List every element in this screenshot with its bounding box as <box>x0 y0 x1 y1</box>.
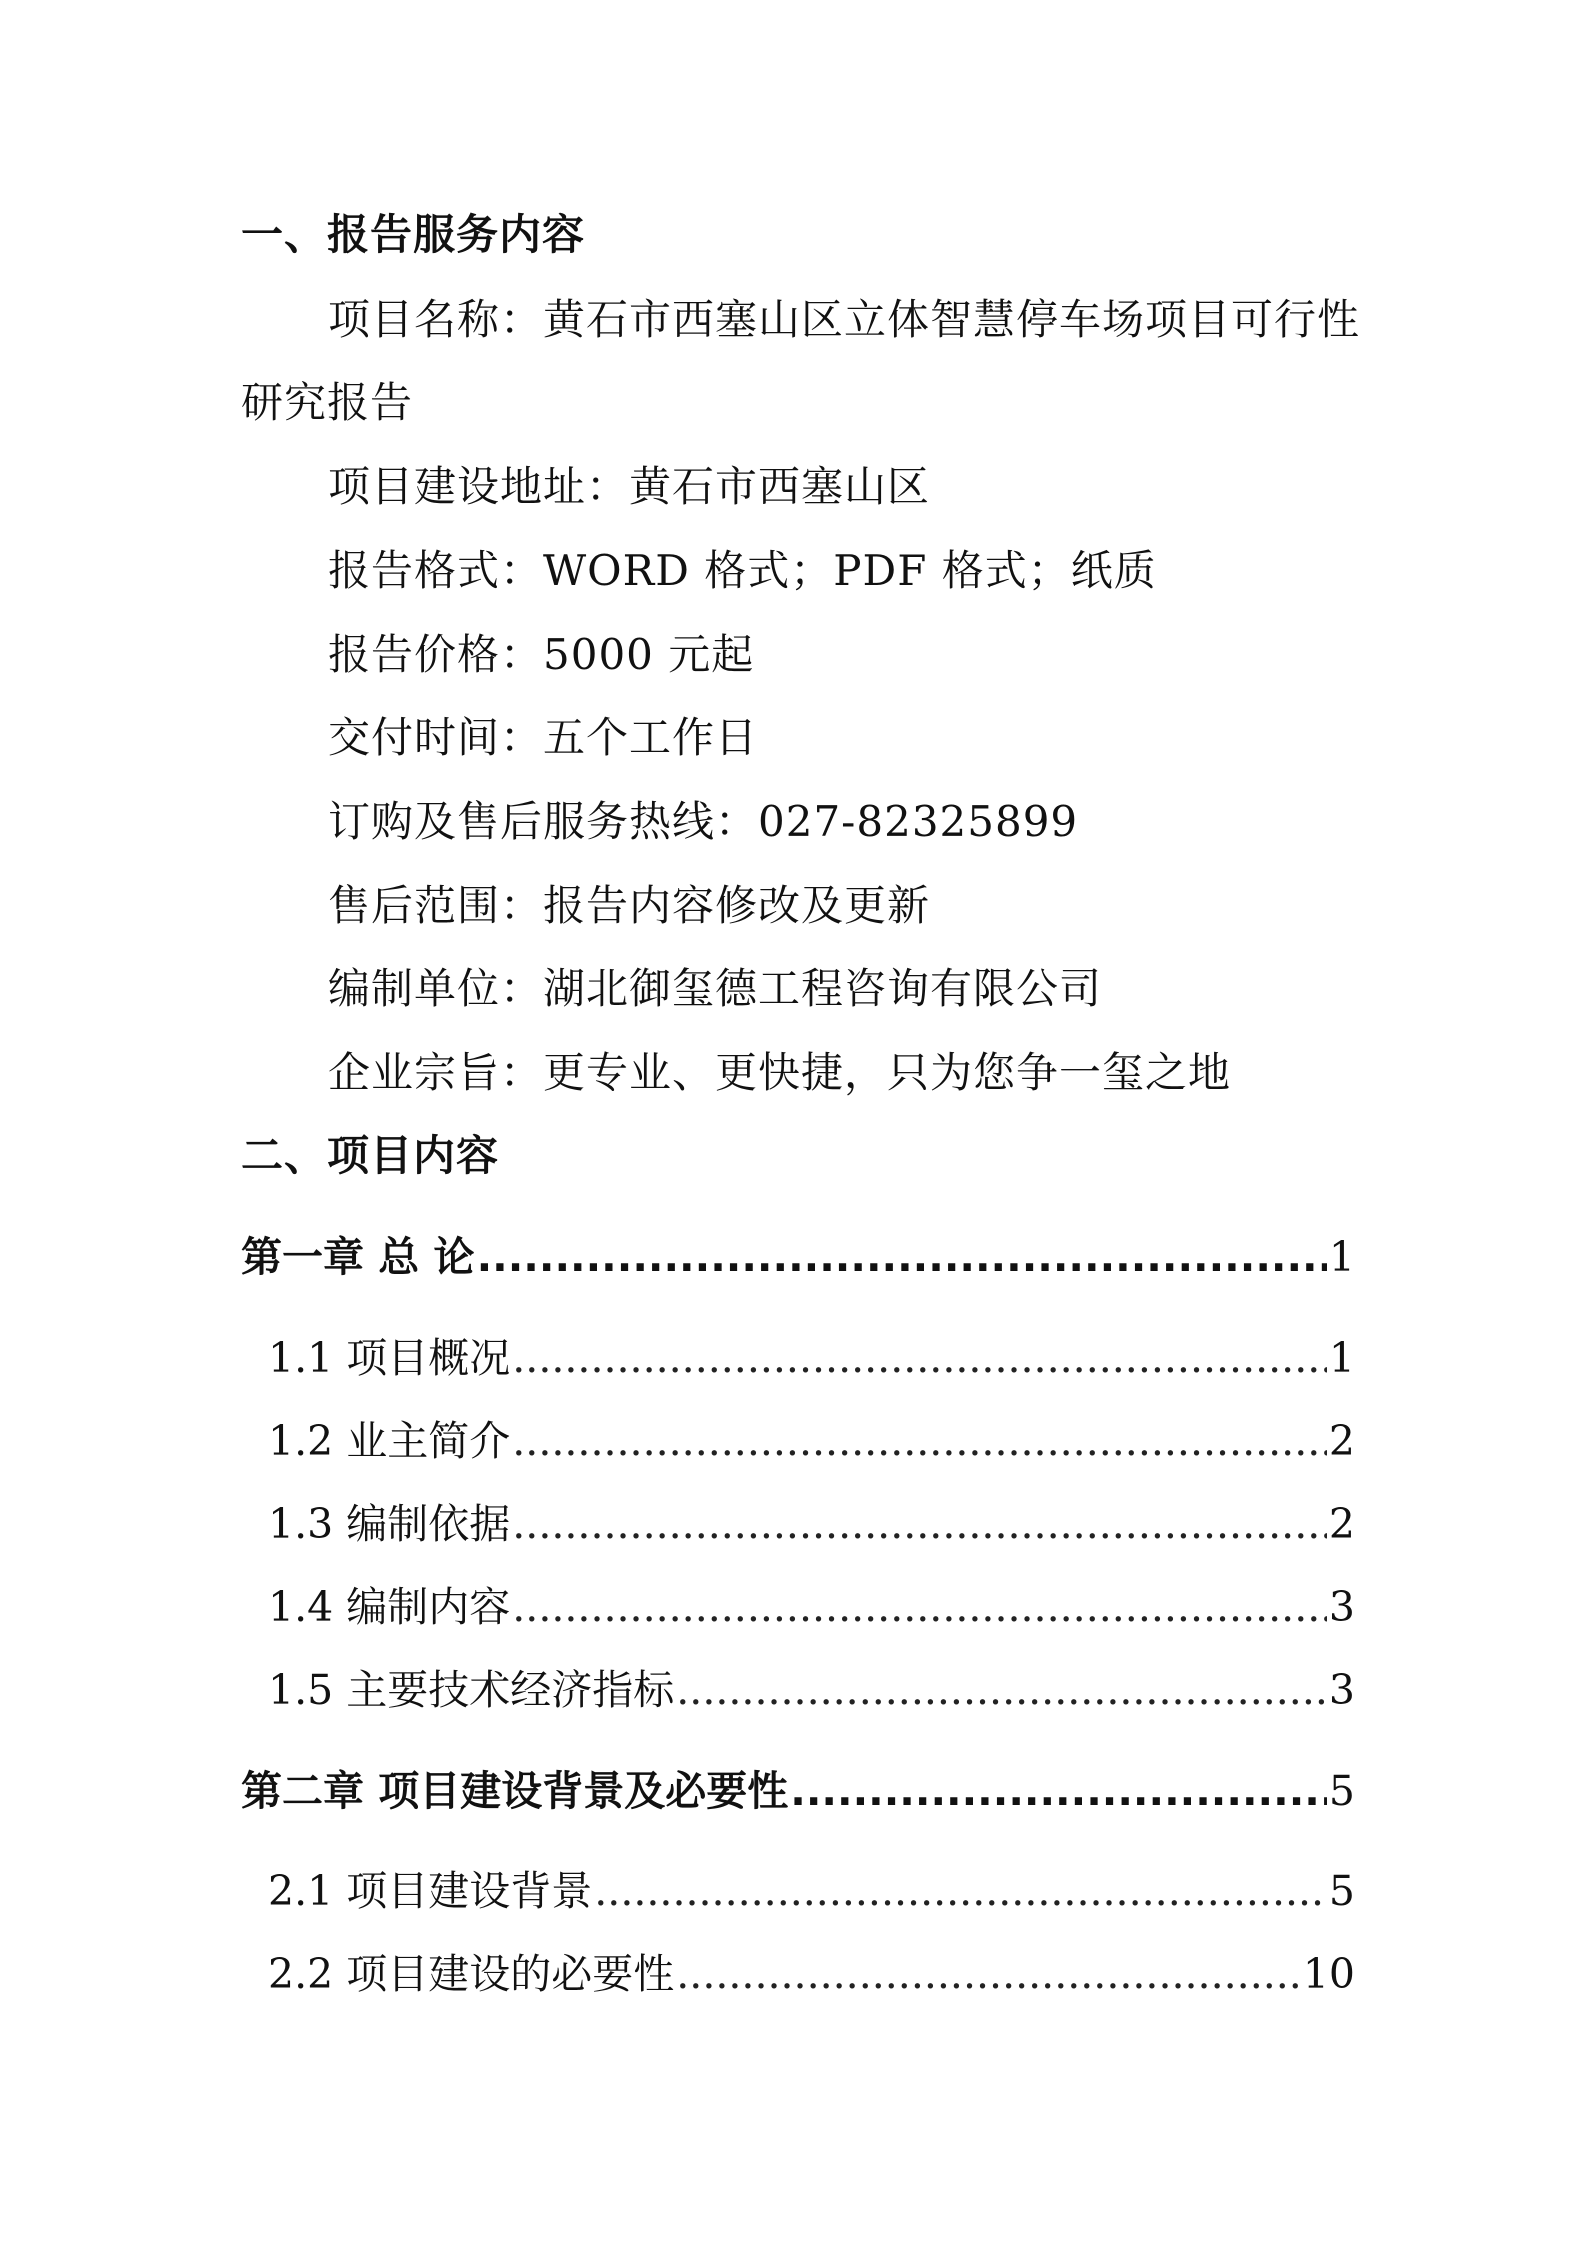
toc-chapter-2[interactable] <box>241 1766 1355 1816</box>
toc-section-1-3[interactable] <box>268 1499 1355 1549</box>
toc-title: 第二章 项目建设背景及必要性 <box>241 1767 789 1815</box>
org-value: 湖北御玺德工程咨询有限公司 <box>543 964 1103 1013</box>
toc-leader-dots <box>512 1582 1327 1632</box>
toc-page-number: 1 <box>1328 1334 1355 1382</box>
toc-title: 第一章 总 论 <box>241 1233 475 1281</box>
toc-page-number: 5 <box>1328 1767 1355 1815</box>
project-name-continuation: 研究报告 <box>241 378 414 427</box>
project-name-label: 项目名称： <box>328 295 544 344</box>
toc-title: 1.5 主要技术经济指标 <box>268 1666 675 1714</box>
delivery-line <box>328 713 758 763</box>
toc-title: 1.1 项目概况 <box>268 1334 511 1382</box>
aftersale-value: 报告内容修改及更新 <box>543 881 931 930</box>
toc-page-number: 3 <box>1328 1666 1355 1714</box>
toc-leader-dots <box>790 1766 1327 1816</box>
section-heading-content: 二、项目内容 <box>241 1131 500 1180</box>
toc-section-2-2[interactable] <box>268 1949 1355 1999</box>
org-line <box>328 964 1102 1014</box>
toc-chapter-1[interactable] <box>241 1232 1355 1282</box>
price-line <box>328 630 754 680</box>
format-line <box>328 546 1157 596</box>
project-name-line <box>328 295 1360 345</box>
toc-page-number: 2 <box>1328 1500 1355 1548</box>
project-name-value: 黄石市西塞山区立体智慧停车场项目可行性 <box>543 295 1361 344</box>
toc-section-1-1[interactable] <box>268 1333 1355 1383</box>
format-value: WORD 格式；PDF 格式；纸质 <box>543 546 1157 595</box>
toc-leader-dots <box>512 1416 1327 1466</box>
section-heading-service: 一、报告服务内容 <box>241 210 586 259</box>
delivery-label: 交付时间： <box>328 713 544 762</box>
org-label: 编制单位： <box>328 964 544 1013</box>
motto-value: 更专业、更快捷，只为您争一玺之地 <box>543 1048 1232 1097</box>
toc-page-number: 3 <box>1328 1583 1355 1631</box>
format-label: 报告格式： <box>328 546 544 595</box>
toc-page-number: 2 <box>1328 1417 1355 1465</box>
delivery-value: 五个工作日 <box>543 713 759 762</box>
toc-title: 2.2 项目建设的必要性 <box>268 1950 675 1998</box>
toc-leader-dots <box>676 1949 1301 1999</box>
motto-label: 企业宗旨： <box>328 1048 544 1097</box>
hotline-line <box>328 797 1078 847</box>
hotline-label: 订购及售后服务热线： <box>328 797 759 846</box>
toc-title: 1.4 编制内容 <box>268 1583 511 1631</box>
price-value: 5000 元起 <box>543 630 755 679</box>
motto-line <box>328 1048 1231 1098</box>
aftersale-line <box>328 881 930 931</box>
toc-title: 2.1 项目建设背景 <box>268 1867 593 1915</box>
toc-section-1-4[interactable] <box>268 1582 1355 1632</box>
toc-section-1-5[interactable] <box>268 1665 1355 1715</box>
toc-leader-dots <box>477 1232 1327 1282</box>
toc-section-2-1[interactable] <box>268 1866 1355 1916</box>
hotline-value: 027-82325899 <box>758 797 1079 846</box>
toc-leader-dots <box>512 1499 1327 1549</box>
toc-page-number: 1 <box>1328 1233 1355 1281</box>
address-line <box>328 462 930 512</box>
toc-leader-dots <box>512 1333 1327 1383</box>
address-value: 黄石市西塞山区 <box>629 462 931 511</box>
aftersale-label: 售后范围： <box>328 881 544 930</box>
address-label: 项目建设地址： <box>328 462 630 511</box>
toc-page-number: 10 <box>1302 1950 1355 1998</box>
toc-page-number: 5 <box>1328 1867 1355 1915</box>
toc-leader-dots <box>676 1665 1327 1715</box>
toc-title: 1.3 编制依据 <box>268 1500 511 1548</box>
toc-leader-dots <box>594 1866 1327 1916</box>
toc-title: 1.2 业主简介 <box>268 1417 511 1465</box>
price-label: 报告价格： <box>328 630 544 679</box>
toc-section-1-2[interactable] <box>268 1416 1355 1466</box>
